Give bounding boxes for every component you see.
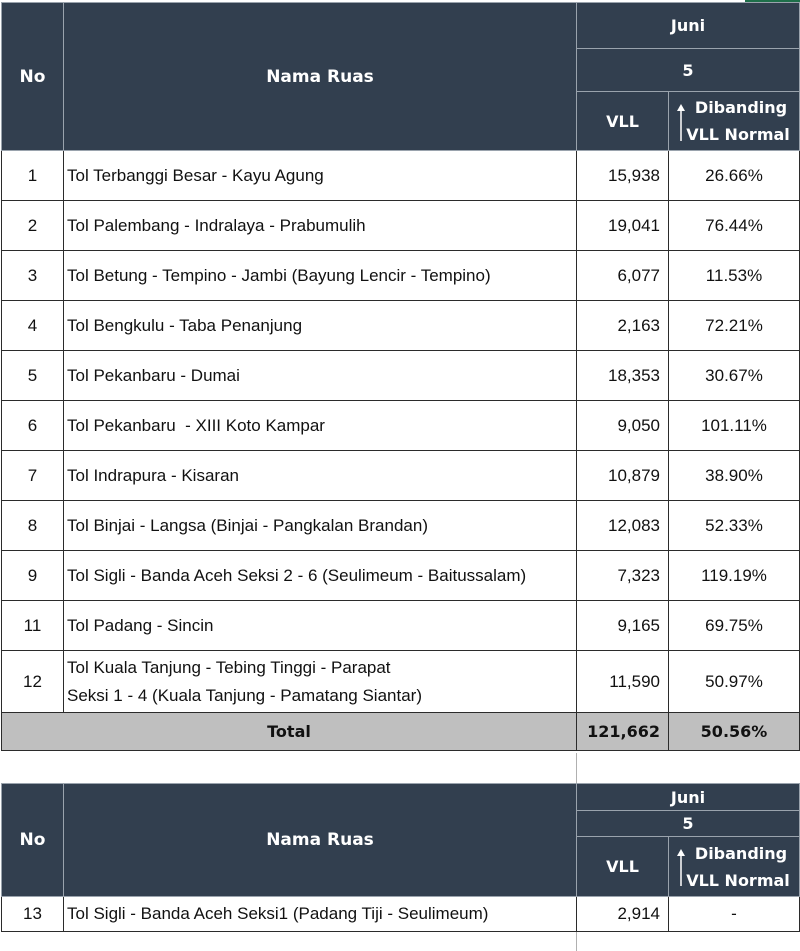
row-vll: 2,163: [577, 301, 669, 351]
row-vll: 19,041: [577, 201, 669, 251]
row-pct: 50.97%: [669, 651, 800, 713]
row-no: 8: [2, 501, 64, 551]
table-row: [2, 601, 800, 651]
header-compare: [669, 92, 800, 151]
header-nama-ruas: Nama Ruas: [64, 784, 577, 897]
row-name: Tol Pekanbaru - Dumai: [64, 351, 577, 401]
row-vll: 10,879: [577, 451, 669, 501]
table-row: [2, 451, 800, 501]
row-no: 6: [2, 401, 64, 451]
gap-divider-line: [576, 753, 577, 783]
row-vll: 6,077: [577, 251, 669, 301]
table-row: [2, 151, 800, 201]
row-no: 4: [2, 301, 64, 351]
total-label: Total: [2, 713, 577, 751]
row-no: 1: [2, 151, 64, 201]
table-row: [2, 401, 800, 451]
row-name: Tol Sigli - Banda Aceh Seksi1 (Padang Tiji - Seulimeum): [64, 897, 577, 932]
header-nama-ruas: Nama Ruas: [64, 3, 577, 151]
vll-table-2: [1, 783, 800, 932]
row-no: 7: [2, 451, 64, 501]
row-name: Tol Padang - Sincin: [64, 601, 577, 651]
header-compare-line1: Dibanding: [694, 843, 788, 863]
header-day: 5: [577, 811, 800, 837]
row-pct: 72.21%: [669, 301, 800, 351]
row-pct: -: [669, 897, 800, 932]
total-row: [2, 713, 800, 751]
row-pct: 119.19%: [669, 551, 800, 601]
row-pct: 11.53%: [669, 251, 800, 301]
header-no: No: [2, 3, 64, 151]
total-vll: 121,662: [577, 713, 669, 751]
row-pct: 52.33%: [669, 501, 800, 551]
up-arrow-icon: [676, 848, 686, 886]
row-name: Tol Pekanbaru - XIII Koto Kampar: [64, 401, 577, 451]
row-no: 11: [2, 601, 64, 651]
row-name: Tol Bengkulu - Taba Penanjung: [64, 301, 577, 351]
row-pct: 30.67%: [669, 351, 800, 401]
header-vll: VLL: [577, 92, 669, 151]
row-name: Tol Terbanggi Besar - Kayu Agung: [64, 151, 577, 201]
row-no: 5: [2, 351, 64, 401]
row-no: 3: [2, 251, 64, 301]
row-vll: 2,914: [577, 897, 669, 932]
header-vll: VLL: [577, 837, 669, 897]
row-no: 9: [2, 551, 64, 601]
row-pct: 101.11%: [669, 401, 800, 451]
row-name: Tol Binjai - Langsa (Binjai - Pangkalan Brandan): [64, 501, 577, 551]
header-month: Juni: [577, 3, 800, 49]
row-vll: 9,165: [577, 601, 669, 651]
total-pct: 50.56%: [669, 713, 800, 751]
row-no: 12: [2, 651, 64, 713]
header-compare-line2: VLL Normal: [686, 125, 790, 144]
table-row: [2, 651, 800, 713]
row-vll: 11,590: [577, 651, 669, 713]
vll-table-1: [1, 2, 800, 751]
row-name-line2: Seksi 1 - 4 (Kuala Tanjung - Pamatang Siantar): [67, 685, 422, 705]
row-vll: 18,353: [577, 351, 669, 401]
table-row: [2, 301, 800, 351]
row-name: Tol Indrapura - Kisaran: [64, 451, 577, 501]
header-month: Juni: [577, 784, 800, 811]
table-row: [2, 551, 800, 601]
table-row: [2, 251, 800, 301]
row-name: [64, 651, 577, 713]
table-row: [2, 351, 800, 401]
row-vll: 9,050: [577, 401, 669, 451]
table-row: [2, 201, 800, 251]
row-vll: 15,938: [577, 151, 669, 201]
row-pct: 76.44%: [669, 201, 800, 251]
bottom-divider-line: [576, 930, 577, 951]
header-no: No: [2, 784, 64, 897]
header-day: 5: [577, 49, 800, 92]
row-name: Tol Betung - Tempino - Jambi (Bayung Lencir - Tempino): [64, 251, 577, 301]
header-compare-line1: Dibanding: [694, 98, 788, 117]
table-row: [2, 897, 800, 932]
row-name: Tol Sigli - Banda Aceh Seksi 2 - 6 (Seulimeum - Baitussalam): [64, 551, 577, 601]
row-pct: 38.90%: [669, 451, 800, 501]
up-arrow-icon: [676, 103, 686, 141]
row-no: 13: [2, 897, 64, 932]
row-no: 2: [2, 201, 64, 251]
row-pct: 69.75%: [669, 601, 800, 651]
row-name: Tol Palembang - Indralaya - Prabumulih: [64, 201, 577, 251]
row-name-line1: Tol Kuala Tanjung - Tebing Tinggi - Parapat: [67, 657, 391, 677]
table-row: [2, 501, 800, 551]
row-vll: 7,323: [577, 551, 669, 601]
row-vll: 12,083: [577, 501, 669, 551]
header-compare: [669, 837, 800, 897]
header-compare-line2: VLL Normal: [686, 870, 790, 890]
row-pct: 26.66%: [669, 151, 800, 201]
